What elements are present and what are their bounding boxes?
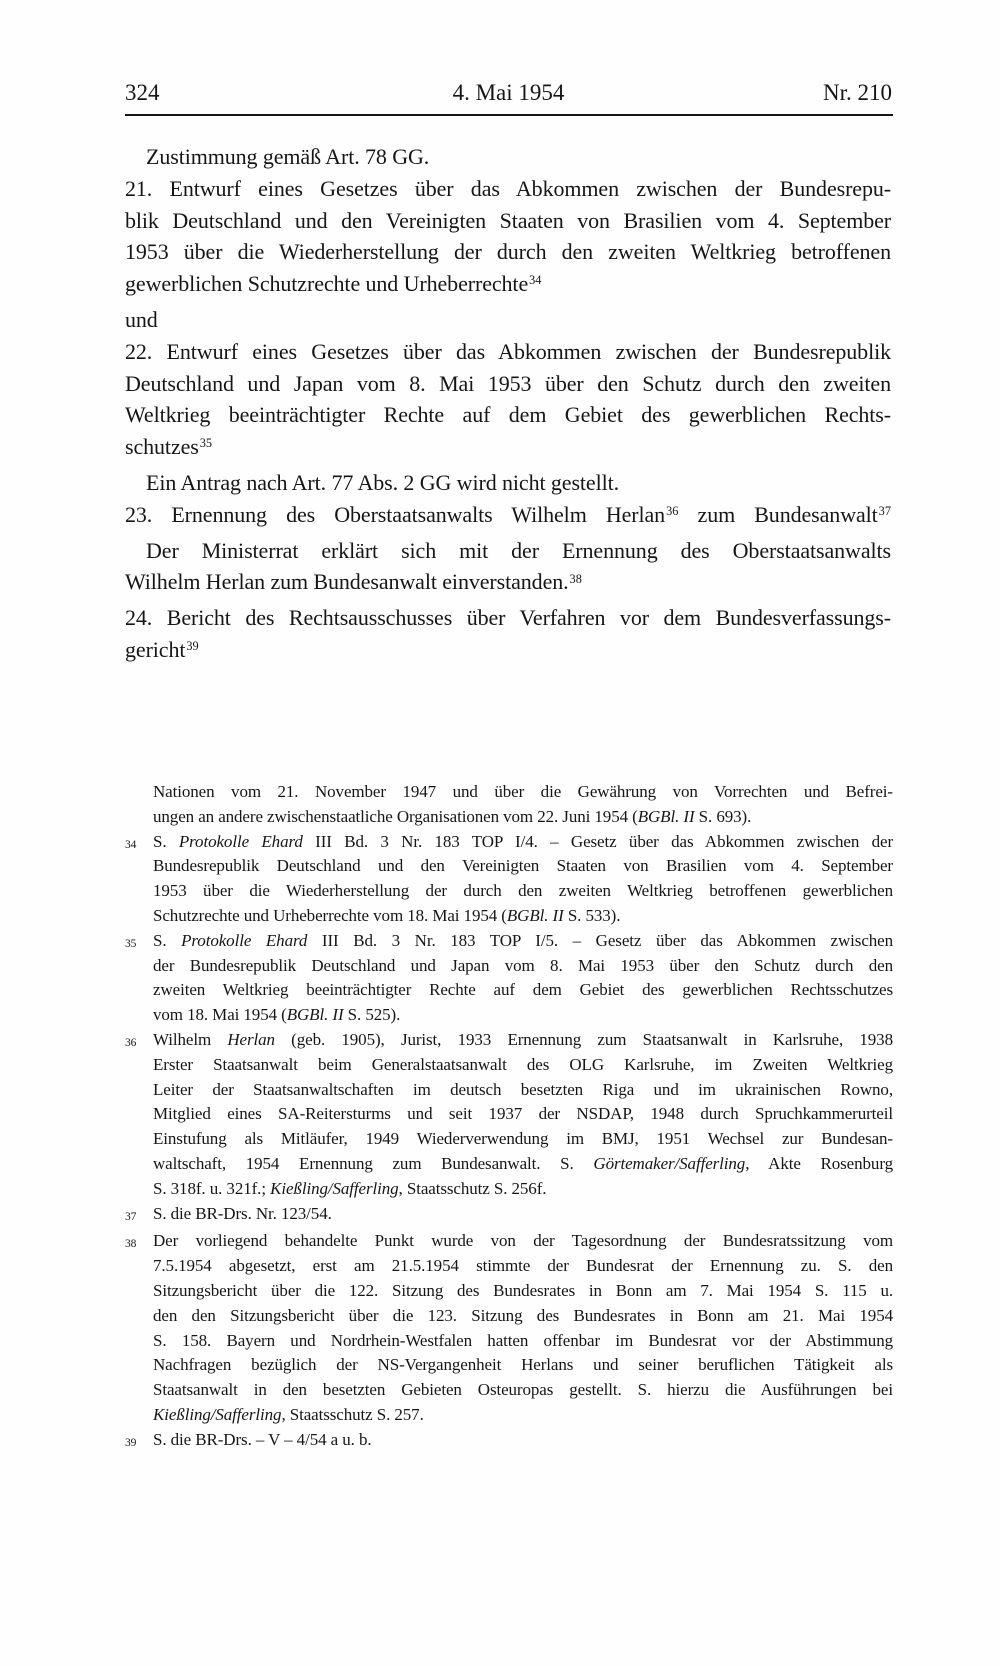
text-run: Deutschland und Japan vom 8. Mai 1953 über den Schutz durch den zweiten <box>125 370 891 396</box>
body-line <box>125 399 891 431</box>
body-line <box>125 141 891 173</box>
text-run: der Bundesrepublik Deutschland und Japan vom 8. Mai 1953 über den Schutz durch den <box>153 955 893 975</box>
text-run: S. die BR-Drs. – V – 4/54 a u. b. <box>153 1429 372 1449</box>
footnote-number: 35 <box>125 937 137 950</box>
text-run: S. <box>153 831 179 851</box>
text-run: 23. Ernennung des Oberstaatsanwalts Wilhelm Herlan <box>125 501 666 527</box>
text-run: Einstufung als Mitläufer, 1949 Wiederverwendung im BMJ, 1951 Wechsel zur Bundesan- <box>153 1129 893 1149</box>
italic-text: Protokolle Ehard <box>181 930 308 950</box>
footnote-text <box>153 780 893 830</box>
footnote-line <box>153 854 893 879</box>
text-run: III Bd. 3 Nr. 183 TOP I/4. – Gesetz über das Abkommen zwischen der <box>302 831 894 851</box>
italic-text: Kießling/Safferling <box>270 1178 399 1198</box>
italic-text: Protokolle Ehard <box>178 831 303 851</box>
italic-text: Görtemaker/Safferling <box>593 1153 746 1173</box>
footnote-line <box>153 904 893 929</box>
body-line <box>125 205 891 237</box>
footnote-text <box>153 929 893 1028</box>
text-run: Bundesrepublik Deutschland und den Vereinigten Staaten von Brasilien vom 4. September <box>153 856 893 876</box>
footnote <box>125 929 893 1028</box>
footnote-text <box>153 1428 893 1456</box>
page-header <box>125 80 892 106</box>
text-run: (geb. 1905), Jurist, 1933 Ernennung zum Staatsanwalt in Karlsruhe, 1938 <box>274 1029 893 1049</box>
header-date: 4. Mai 1954 <box>452 80 565 105</box>
body-line <box>125 336 891 368</box>
footnote-ref: 35 <box>199 436 213 451</box>
text-run: , Staatsschutz S. 257. <box>281 1404 424 1424</box>
text-run: 22. Entwurf eines Gesetzes über das Abkommen zwischen der Bundesrepublik <box>125 338 891 364</box>
footnote-line <box>153 879 893 904</box>
italic-text: BGBl. II <box>286 1005 344 1025</box>
body-line <box>125 467 891 499</box>
footnote-text <box>153 1202 893 1230</box>
footnote-text <box>153 830 893 929</box>
footnote-line <box>153 1304 893 1329</box>
text-run: Zustimmung gemäß Art. 78 GG. <box>146 144 430 169</box>
italic-text: Kießling/Safferling <box>153 1404 282 1424</box>
text-run: gewerblichen Schutzrechte und Urheberrechte <box>125 271 529 297</box>
text-run: S. <box>153 930 182 950</box>
text-run: Ein Antrag nach Art. 77 Abs. 2 GG wird nicht gestellt. <box>146 469 620 495</box>
footnote-line <box>153 1353 893 1378</box>
text-run: schutzes <box>125 434 199 460</box>
text-run: den den Sitzungsbericht über die 123. Sitzung des Bundesrates in Bonn am 21. Mai 1954 <box>153 1305 893 1325</box>
footnotes <box>125 780 893 1456</box>
footnote-number: 39 <box>125 1436 137 1449</box>
footnote-line <box>153 805 893 830</box>
text-run: zweiten Weltkrieg beeinträchtigter Rechte auf dem Gebiet des gewerblichen Rechtsschutzes <box>153 980 893 1000</box>
footnote-line <box>153 830 893 855</box>
text-run: 7.5.1954 abgesetzt, erst am 21.5.1954 stimmte der Bundesrat der Ernennung zu. S. den <box>153 1256 893 1276</box>
footnote-line <box>153 1053 893 1078</box>
footnote-line <box>153 1152 893 1177</box>
text-run: S. 158. Bayern und Nordrhein-Westfalen hatten offenbar im Bundesrat vor der Abstimmung <box>153 1330 893 1350</box>
text-run: Staatsanwalt in den besetzten Gebieten Osteuropas gestellt. S. hierzu die Ausführungen bei <box>153 1380 893 1400</box>
footnote-line <box>153 1279 893 1304</box>
text-run: , Staatsschutz S. 256f. <box>398 1178 547 1198</box>
footnote-line <box>153 954 893 979</box>
footnote-number: 36 <box>125 1036 137 1049</box>
text-run: Nachfragen bezüglich der NS-Vergangenheit Herlans und seiner beruflichen Tätigkeit als <box>153 1355 893 1375</box>
text-run: S. die BR-Drs. Nr. 123/54. <box>153 1203 332 1223</box>
text-run: 24. Bericht des Rechtsausschusses über Verfahren vor dem Bundesverfassungs- <box>125 605 891 631</box>
body-line <box>125 236 891 268</box>
footnote <box>125 1229 893 1427</box>
text-run: S. 525). <box>343 1005 401 1025</box>
text-run: 1953 über die Wiederherstellung der durch den zweiten Weltkrieg betroffenen gewerblichen <box>153 881 893 901</box>
footnote-ref: 39 <box>186 639 199 654</box>
body-line <box>125 268 891 304</box>
text-run: gericht <box>125 636 186 662</box>
text-run: Wilhelm <box>153 1029 228 1049</box>
footnote-text <box>153 1028 893 1202</box>
text-run: S. 533). <box>563 905 621 925</box>
body-line <box>125 304 891 336</box>
text-run: 1953 über die Wiederherstellung der durch den zweiten Weltkrieg betroffenen <box>125 239 891 265</box>
body-text <box>125 141 891 670</box>
text-run: Leiter der Staatsanwaltschaften im deutsch besetzten Riga und im ukrainischen Rowno, <box>153 1079 893 1099</box>
footnote-line <box>153 1102 893 1127</box>
text-run: S. 318f. u. 321f.; <box>153 1178 271 1198</box>
text-run: Der Ministerrat erklärt sich mit der Ernennung des Oberstaatsanwalts <box>146 537 891 563</box>
issue-number: Nr. 210 <box>823 80 892 105</box>
text-run: Erster Staatsanwalt beim Generalstaatsanwalt des OLG Karlsruhe, im Zweiten Weltkrieg <box>153 1054 893 1074</box>
text-run: Schutzrechte und Urheberrechte vom 18. Mai 1954 ( <box>153 905 507 925</box>
footnote-number: 34 <box>125 838 137 851</box>
footnote-line <box>153 1078 893 1103</box>
footnote-line <box>153 1254 893 1279</box>
footnote-ref: 34 <box>529 273 542 288</box>
footnote <box>125 1428 893 1456</box>
footnote-line <box>153 1428 893 1453</box>
footnote-line <box>153 1403 893 1428</box>
footnote-ref: 38 <box>569 571 582 586</box>
header-rule <box>125 114 893 116</box>
footnote-line <box>153 929 893 954</box>
footnote-line <box>153 1378 893 1403</box>
italic-text: Herlan <box>227 1029 275 1049</box>
page-number: 324 <box>125 80 160 105</box>
footnote-line <box>153 1202 893 1227</box>
footnote-number: 37 <box>125 1210 137 1223</box>
text-run: Mitglied eines SA-Reitersturms und seit 1937 der NSDAP, 1948 durch Spruchkammerurteil <box>153 1104 893 1124</box>
footnote-line <box>153 1028 893 1053</box>
text-run: , Akte Rosenburg <box>745 1153 893 1173</box>
text-run: Sitzungsbericht über die 122. Sitzung des Bundesrates in Bonn am 7. Mai 1954 S. 115 u. <box>153 1280 893 1300</box>
italic-text: BGBl. II <box>637 806 695 826</box>
text-run: und <box>125 306 158 332</box>
body-line <box>125 602 891 634</box>
footnote <box>125 780 893 830</box>
text-run: Weltkrieg beeinträchtigter Rechte auf dem Gebiet des gewerblichen Rechts- <box>125 402 891 428</box>
text-run: 21. Entwurf eines Gesetzes über das Abkommen zwischen der Bundesrepu- <box>125 175 891 201</box>
text-run: III Bd. 3 Nr. 183 TOP I/5. – Gesetz über das Abkommen zwischen <box>307 930 894 950</box>
text-run: Wilhelm Herlan zum Bundesanwalt einverstanden. <box>125 569 569 595</box>
body-line <box>125 431 891 467</box>
body-line <box>125 634 891 670</box>
footnote <box>125 1202 893 1230</box>
body-line <box>125 535 891 567</box>
footnote-line <box>153 978 893 1003</box>
footnote-number <box>125 780 153 830</box>
footnote-number: 38 <box>125 1238 137 1251</box>
text-run: S. 693). <box>694 806 752 826</box>
body-line <box>125 499 891 535</box>
text-run: ungen an andere zwischenstaatliche Organisationen vom 22. Juni 1954 ( <box>153 806 638 826</box>
text-run: blik Deutschland und den Vereinigten Staaten von Brasilien vom 4. September <box>125 207 891 233</box>
footnote-line <box>153 1229 893 1254</box>
footnote-ref: 37 <box>878 504 891 518</box>
text-run: Nationen vom 21. November 1947 und über die Gewährung von Vorrechten und Befrei- <box>153 782 893 801</box>
footnote-line <box>153 1329 893 1354</box>
body-line <box>125 566 891 602</box>
footnote <box>125 830 893 929</box>
footnote-line <box>153 1177 893 1202</box>
body-line <box>125 368 891 400</box>
body-line <box>125 173 891 205</box>
text-run: vom 18. Mai 1954 ( <box>153 1005 287 1025</box>
text-run: Der vorliegend behandelte Punkt wurde von der Tagesordnung der Bundesratssitzung vom <box>153 1231 893 1251</box>
footnote-line <box>153 1003 893 1028</box>
footnote-line <box>153 780 893 805</box>
footnote <box>125 1028 893 1202</box>
italic-text: BGBl. II <box>506 905 564 925</box>
footnote-text <box>153 1229 893 1427</box>
text-run: waltschaft, 1954 Ernennung zum Bundesanwalt. S. <box>153 1153 594 1173</box>
footnote-line <box>153 1127 893 1152</box>
text-run: zum Bundesanwalt <box>678 501 878 527</box>
footnote-ref: 36 <box>666 504 679 518</box>
